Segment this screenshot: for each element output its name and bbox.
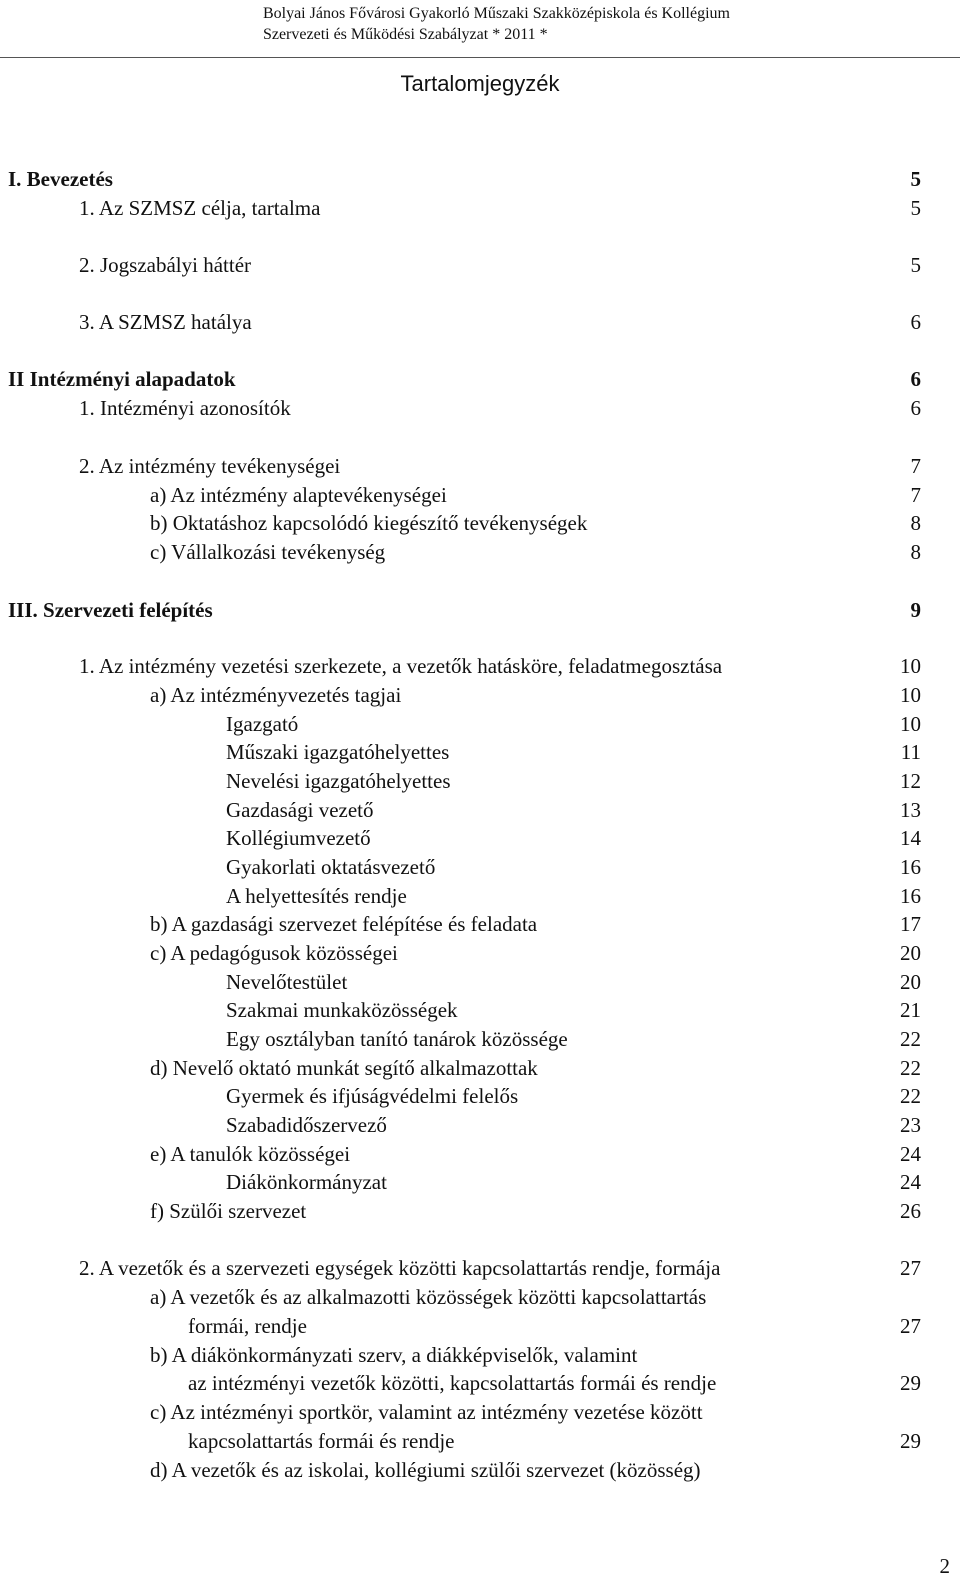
toc-entry-page: 10 — [900, 712, 921, 736]
toc-entry-page: 8 — [910, 511, 921, 535]
toc-entry-title: c) Az intézményi sportkör, valamint az intézmény vezetése között — [150, 1400, 703, 1424]
toc-entry-title: a) A vezetők és az alkalmazotti közösségek közötti kapcsolattartás — [150, 1285, 707, 1309]
toc-entry-title: 2. Az intézmény tevékenységei — [79, 454, 341, 478]
toc-entry-title: Gyermek és ifjúságvédelmi felelős — [226, 1084, 519, 1108]
toc-entry — [0, 194, 960, 222]
toc-entry — [0, 996, 960, 1024]
toc-entry-page: 23 — [900, 1113, 921, 1137]
toc-entry-title: 2. Jogszabályi háttér — [79, 253, 252, 277]
toc-entry — [0, 681, 960, 709]
toc-entry-title: I. Bevezetés — [8, 167, 113, 191]
toc-entry — [0, 738, 960, 766]
toc-entry-page: 13 — [900, 798, 921, 822]
toc-entry-page: 29 — [900, 1371, 921, 1395]
toc-entry — [0, 1140, 960, 1168]
toc-entry-title: 1. Intézményi azonosítók — [79, 396, 291, 420]
toc-entry — [0, 481, 960, 509]
toc-entry — [0, 1254, 960, 1282]
toc-entry-page: 8 — [910, 540, 921, 564]
toc-entry-page: 17 — [900, 912, 921, 936]
toc-entry — [0, 596, 960, 624]
page-number: 2 — [939, 1554, 950, 1578]
toc-entry-title: Szabadidőszervező — [226, 1113, 387, 1137]
toc-entry-title: e) A tanulók közösségei — [150, 1142, 351, 1166]
toc-entry — [0, 1054, 960, 1082]
toc-entry-title: 1. Az SZMSZ célja, tartalma — [79, 196, 321, 220]
toc-entry-title: b) A gazdasági szervezet felépítése és feladata — [150, 912, 538, 936]
toc-entry-title: Kollégiumvezető — [226, 826, 371, 850]
toc-entry-title: A helyettesítés rendje — [226, 884, 407, 908]
toc-entry-page: 5 — [910, 196, 921, 220]
toc-entry — [0, 165, 960, 193]
toc-entry-page: 7 — [910, 454, 921, 478]
toc-entry — [0, 1341, 960, 1369]
toc-entry-title: Gazdasági vezető — [226, 798, 374, 822]
toc-entry — [0, 1312, 960, 1340]
toc-entry — [0, 452, 960, 480]
toc-entry-page: 7 — [910, 483, 921, 507]
toc-entry — [0, 853, 960, 881]
toc-entry — [0, 308, 960, 336]
toc-entry-page: 20 — [900, 970, 921, 994]
toc-entry-title: III. Szervezeti felépítés — [8, 598, 213, 622]
toc-entry-title: az intézményi vezetők közötti, kapcsolattartás formái és rendje — [188, 1371, 717, 1395]
document-header — [263, 3, 730, 45]
toc-entry-page: 5 — [910, 167, 921, 191]
toc-entry-page: 24 — [900, 1170, 921, 1194]
header-institution: Bolyai János Fővárosi Gyakorló Műszaki Szakközépiskola és Kollégium — [262, 5, 730, 22]
header-document-name: Szervezeti és Működési Szabályzat * 2011 * — [262, 26, 548, 43]
toc-entry-title: a) Az intézmény alaptevékenységei — [150, 483, 447, 507]
toc-entry — [0, 767, 960, 795]
toc-entry-page: 29 — [900, 1429, 921, 1453]
toc-entry — [0, 251, 960, 279]
toc-entry-page: 22 — [900, 1056, 921, 1080]
toc-entry-title: 3. A SZMSZ hatálya — [79, 310, 252, 334]
toc-entry — [0, 1082, 960, 1110]
toc-entry-page: 20 — [900, 941, 921, 965]
toc-entry-page: 9 — [910, 598, 921, 622]
toc-entry-title: II Intézményi alapadatok — [8, 367, 236, 391]
toc-entry — [0, 882, 960, 910]
toc-entry-page: 12 — [900, 769, 921, 793]
toc-entry-page: 27 — [900, 1256, 921, 1280]
toc-entry-page: 14 — [900, 826, 921, 850]
toc-entry — [0, 910, 960, 938]
toc-entry — [0, 1197, 960, 1225]
toc-entry-title: d) A vezetők és az iskolai, kollégiumi szülői szervezet (közösség) — [150, 1458, 701, 1482]
toc-entry — [0, 538, 960, 566]
toc-entry — [0, 796, 960, 824]
toc-entry-page: 16 — [900, 884, 921, 908]
toc-entry-title: c) A pedagógusok közösségei — [150, 941, 398, 965]
toc-entry — [0, 509, 960, 537]
toc-entry-page: 26 — [900, 1199, 921, 1223]
toc-entry — [0, 1025, 960, 1053]
toc-entry — [0, 968, 960, 996]
toc-entry-title: Diákönkormányzat — [226, 1170, 387, 1194]
toc-entry-page: 10 — [900, 683, 921, 707]
toc-entry-page: 6 — [910, 310, 921, 334]
toc-entry-title: f) Szülői szervezet — [150, 1199, 307, 1223]
toc-entry-page: 22 — [900, 1027, 921, 1051]
toc-entry-title: Nevelési igazgatóhelyettes — [226, 769, 451, 793]
toc-entry — [0, 1168, 960, 1196]
toc-entry-title: d) Nevelő oktató munkát segítő alkalmazottak — [150, 1056, 538, 1080]
toc-entry — [0, 939, 960, 967]
toc-entry — [0, 1111, 960, 1139]
toc-entry-title: c) Vállalkozási tevékenység — [150, 540, 386, 564]
toc-entry-title: 1. Az intézmény vezetési szerkezete, a vezetők hatásköre, feladatmegosztása — [79, 654, 723, 678]
toc-entry — [0, 1369, 960, 1397]
toc-entry — [0, 1283, 960, 1311]
toc-entry-title: a) Az intézményvezetés tagjai — [150, 683, 402, 707]
toc-entry-title: kapcsolattartás formái és rendje — [188, 1429, 455, 1453]
toc-entry-title: b) A diákönkormányzati szerv, a diákképviselők, valamint — [150, 1343, 638, 1367]
toc-entry-page: 27 — [900, 1314, 921, 1338]
toc-entry-title: Műszaki igazgatóhelyettes — [226, 740, 450, 764]
toc-entry-page: 6 — [910, 396, 921, 420]
toc-entry-title: Egy osztályban tanító tanárok közössége — [226, 1027, 568, 1051]
toc-entry-title: 2. A vezetők és a szervezeti egységek közötti kapcsolattartás rendje, formája — [79, 1256, 721, 1280]
toc-entry — [0, 710, 960, 738]
toc-entry — [0, 365, 960, 393]
toc-entry-title: Szakmai munkaközösségek — [226, 998, 458, 1022]
toc-entry-page: 11 — [900, 740, 921, 764]
header-divider — [0, 57, 960, 58]
toc-entry — [0, 652, 960, 680]
toc-entry-page: 22 — [900, 1084, 921, 1108]
toc-entry-page: 10 — [900, 654, 921, 678]
toc-entry-title: b) Oktatáshoz kapcsolódó kiegészítő tevékenységek — [150, 511, 588, 535]
toc-entry-title: Nevelőtestület — [226, 970, 348, 994]
toc-entry-page: 5 — [910, 253, 921, 277]
toc-entry-page: 6 — [910, 367, 921, 391]
toc-entry-title: Igazgató — [226, 712, 299, 736]
toc-entry-page: 16 — [900, 855, 921, 879]
toc-entry-page: 24 — [900, 1142, 921, 1166]
toc-entry — [0, 394, 960, 422]
toc-title: Tartalomjegyzék — [400, 71, 560, 96]
toc-entry — [0, 1427, 960, 1455]
toc-entry — [0, 1456, 960, 1484]
toc-entry-page: 21 — [900, 998, 921, 1022]
toc-entry — [0, 1398, 960, 1426]
toc-entry-title: formái, rendje — [188, 1314, 307, 1338]
toc-entry — [0, 824, 960, 852]
toc-entry-title: Gyakorlati oktatásvezető — [226, 855, 436, 879]
